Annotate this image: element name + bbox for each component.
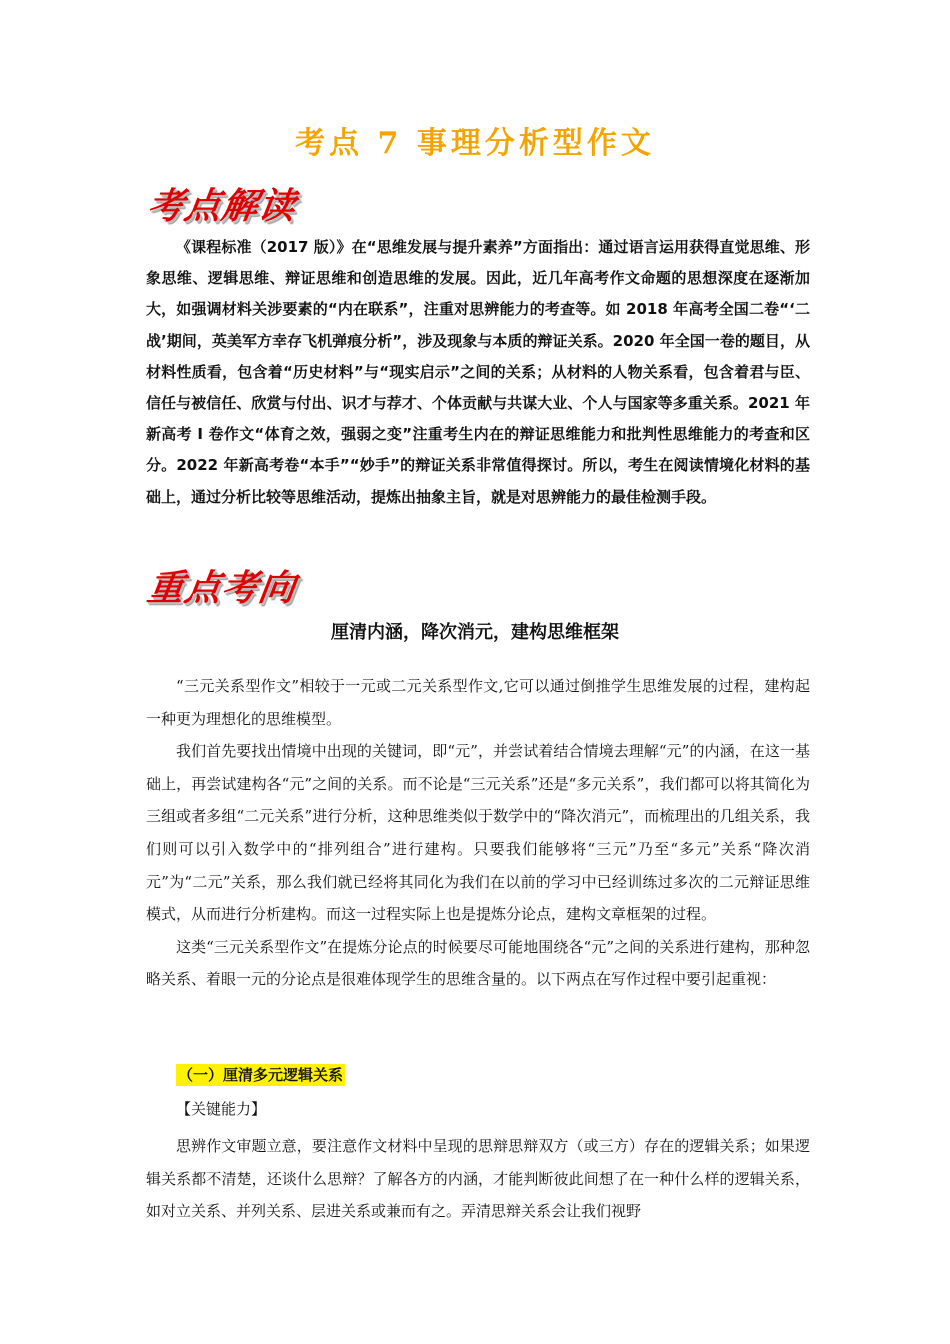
subsection-label: （一）厘清多元逻辑关系 <box>178 1066 344 1084</box>
intro-paragraph <box>146 232 810 513</box>
body-paragraph: 这类“三元关系型作文”在提炼分论点的时候要尽可能地围绕各“元”之间的关系进行建构，那种忽略关系、着眼一元的分论点是很难体现学生的思维含量的。以下两点在写作过程中要引起重视： <box>146 937 810 989</box>
subsection-paragraph: 思辨作文审题立意，要注意作文材料中呈现的思辩思辩双方（或三方）存在的逻辑关系；如果逻辑关系都不清楚，还谈什么思辩？了解各方的内涵，才能判断彼此间想了在一种什么样的逻辑关系，如对立关系、并列关系、层进关系或兼而有之。弄清思辩关系会让我们视野 <box>146 1137 810 1221</box>
key-ability-label: 【关键能力】 <box>176 1100 267 1118</box>
page-title: 考点 7 事理分析型作文 <box>295 126 655 161</box>
intro-text: 《课程标准（2017 版）》在“思维发展与提升素养”方面指出：通过语言运用获得直觉思维、形象思维、逻辑思维、辩证思维和创造思维的发展。因此，近几年高考作文命题的思想深度在逐渐加大，如强调材料关涉要素的“内在联系”，注重对思辨能力的考查等。如 2018 年高考全国二卷“‘二战’期间，英美军方幸存飞机弹痕分析”，涉及现象与本质的辩证关系。2020 年全国一卷的题目，从材料性质看，包含着“历史材料”与“现实启示”之间的关系；从材料的人物关系看，包含着君与臣、信任与被信任、欣赏与付出、识才与荐才、个体贡献与共谋大业、个人与国家等多重关系。2021 年新高考 I 卷作文“体育之效，强弱之变”注重考生内在的辩证思维能力和批判性思维能力的考查和区分。2022 年新高考卷“本手”“妙手”的辩证关系非常值得探讨。所以，考生在阅读情境化材料的基础上，通过分析比较等思维活动，提炼出抽象主旨，就是对思辨能力的最佳检测手段。 <box>146 238 810 506</box>
subsection-body <box>146 1130 810 1228</box>
body-paragraph: “三元关系型作文”相较于一元或二元关系型作文,它可以通过倒推学生思维发展的过程，建构起一种更为理想化的思维模型。 <box>146 677 810 728</box>
body-paragraph: 我们首先要找出情境中出现的关键词，即“元”，并尝试着结合情境去理解“元”的内涵，在这一基础上，再尝试建构各“元”之间的关系。而不论是“三元关系”还是“多元关系”，我们都可以将其简化为三组或者多组“二元关系”进行分析，这种思维类似于数学中的“降次消元”，而梳理出的几组关系，我们则可以引入数学中的“排列组合”进行建构。只要我们能够将“三元”乃至“多元”关系“降次消元”为“二元”关系，那么我们就已经将其同化为我们在以前的学习中已经训练过多次的二元辩证思维模式，从而进行分析建构。而这一过程实际上也是提炼分论点，建构文章框架的过程。 <box>146 742 810 924</box>
section-heading-interpretation: 考点解读 <box>144 186 299 227</box>
subsection-heading <box>176 1064 345 1085</box>
body-text <box>146 670 810 996</box>
section-subtitle: 厘清内涵，降次消元，建构思维框架 <box>331 622 619 643</box>
section-heading-focus: 重点考向 <box>144 568 299 609</box>
